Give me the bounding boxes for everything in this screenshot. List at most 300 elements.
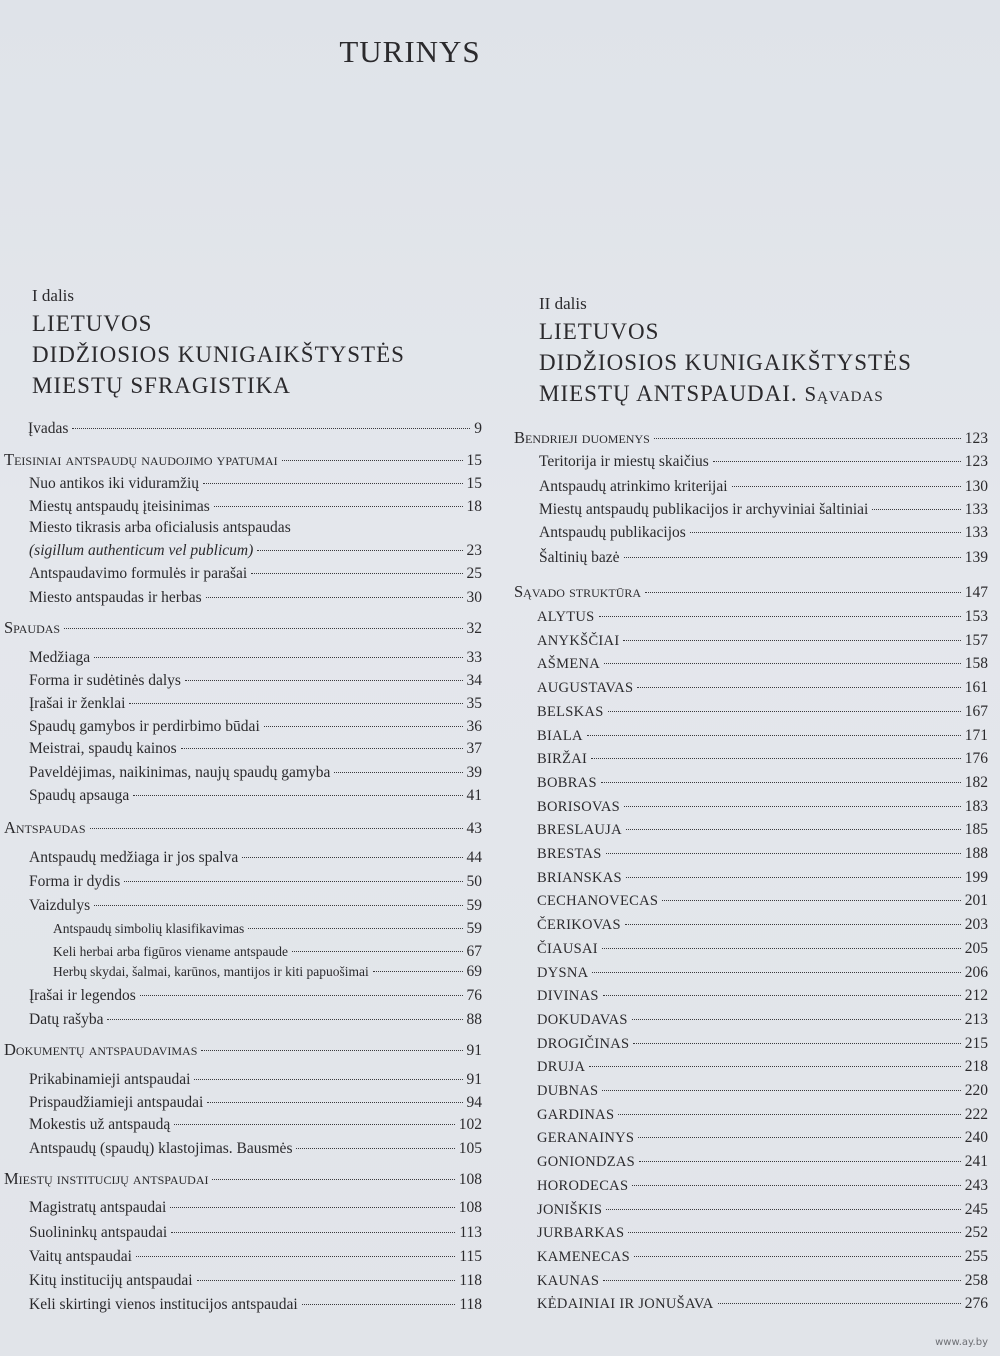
leader-dots bbox=[72, 428, 470, 429]
toc-entry-title: Keli skirtingi vienos institucijos antspaudai bbox=[29, 1296, 298, 1313]
part-two-toc-entry bbox=[537, 1011, 988, 1029]
page-number: 9 bbox=[474, 420, 482, 437]
leader-dots bbox=[64, 628, 462, 629]
toc-entry-title: BRIANSKAS bbox=[537, 869, 622, 886]
part-two-toc-entry bbox=[537, 1035, 988, 1053]
part-one-title-line: DIDŽIOSIOS KUNIGAIKŠTYSTĖS bbox=[32, 342, 405, 367]
part-one-toc-entry bbox=[28, 420, 482, 438]
part-one-toc-entry bbox=[29, 740, 482, 758]
leader-dots bbox=[628, 1232, 960, 1233]
leader-dots bbox=[591, 758, 961, 759]
leader-dots bbox=[174, 1124, 455, 1125]
part-one-toc-entry bbox=[29, 1199, 482, 1217]
toc-entry-title: DRUJA bbox=[537, 1059, 586, 1076]
page-number: 258 bbox=[964, 1271, 988, 1289]
part-two-toc-entry bbox=[537, 774, 988, 792]
part-two-toc-entry bbox=[537, 1295, 988, 1313]
page-number: 115 bbox=[459, 1248, 482, 1265]
part-two-toc-entry bbox=[537, 1106, 988, 1124]
part-two-toc-entry bbox=[537, 1153, 988, 1171]
part-two-toc-entry bbox=[537, 703, 988, 721]
part-one-toc-entry bbox=[29, 897, 482, 915]
part-one-toc-entry bbox=[29, 542, 482, 560]
leader-dots bbox=[129, 703, 462, 704]
toc-entry-title: DUBNAS bbox=[537, 1083, 599, 1099]
toc-entry-title: Įrašai ir ženklai bbox=[29, 695, 126, 712]
leader-dots bbox=[242, 857, 462, 858]
part-two-label: II dalis bbox=[539, 294, 587, 313]
part-one-toc-entry bbox=[29, 987, 482, 1005]
leader-dots bbox=[639, 1161, 961, 1162]
leader-dots bbox=[634, 1256, 961, 1257]
leader-dots bbox=[624, 557, 961, 558]
toc-entry-title: Nuo antikos iki viduramžių bbox=[29, 475, 200, 492]
page-number: 255 bbox=[964, 1247, 988, 1265]
page-number: 76 bbox=[466, 987, 482, 1004]
leader-dots bbox=[606, 1209, 961, 1210]
part-two-toc-entry bbox=[537, 1248, 988, 1266]
toc-entry-title: Medžiaga bbox=[29, 649, 91, 666]
leader-dots bbox=[623, 640, 960, 641]
leader-dots bbox=[626, 829, 961, 830]
toc-entry-title: BRESLAUJA bbox=[537, 822, 622, 839]
leader-dots bbox=[589, 1066, 961, 1067]
leader-dots bbox=[201, 1050, 462, 1051]
toc-entry-title: KAUNAS bbox=[537, 1272, 600, 1289]
page-number: 35 bbox=[466, 695, 482, 712]
page-number: 203 bbox=[964, 916, 988, 934]
part-two-toc-entry bbox=[539, 501, 988, 519]
part-two-toc-entry bbox=[537, 608, 988, 626]
leader-dots bbox=[713, 461, 961, 462]
part-two-title-line bbox=[539, 378, 912, 410]
part-one-toc-entry bbox=[29, 764, 482, 782]
leader-dots bbox=[587, 735, 961, 736]
toc-entry-title: JONIŠKIS bbox=[537, 1201, 603, 1218]
part-one-toc-entry bbox=[29, 1116, 482, 1134]
toc-entry-title: CECHANOVECAS bbox=[537, 893, 659, 910]
page-number: 94 bbox=[466, 1094, 482, 1111]
page-number: 167 bbox=[964, 702, 988, 720]
part-two-toc-entry bbox=[539, 478, 988, 496]
part-two-toc-entry bbox=[537, 892, 988, 910]
toc-entry-title: Spaudas bbox=[4, 618, 61, 637]
part-two-title-line: LIETUVOS bbox=[539, 319, 660, 344]
toc-entry-title: Miestų antspaudų publikacijos ir archyviniai šaltiniai bbox=[539, 501, 869, 518]
toc-entry-title: ČIAUSAI bbox=[537, 940, 598, 957]
leader-dots bbox=[632, 1019, 961, 1020]
part-one-toc-entry bbox=[29, 475, 482, 493]
toc-entry-title: Miestų antspaudų įteisinimas bbox=[29, 498, 210, 515]
toc-entry-title: AUGUSTAVAS bbox=[537, 680, 634, 697]
page-number: 133 bbox=[964, 501, 988, 518]
page-number: 201 bbox=[964, 892, 988, 910]
part-two-toc-entry bbox=[537, 845, 988, 863]
page-number: 276 bbox=[964, 1295, 988, 1313]
page-number: 88 bbox=[466, 1011, 482, 1028]
toc-entry-title: BORISOVAS bbox=[537, 798, 621, 815]
page-number: 213 bbox=[964, 1010, 988, 1028]
toc-entry-title: Spaudų apsauga bbox=[29, 787, 130, 804]
part-two-toc-entry bbox=[537, 1177, 988, 1195]
toc-entry-title: Mokestis už antspaudą bbox=[29, 1116, 171, 1133]
page-number: 118 bbox=[459, 1296, 482, 1313]
leader-dots bbox=[94, 905, 462, 906]
leader-dots bbox=[603, 995, 961, 996]
toc-entry-title: Šaltinių bazė bbox=[539, 549, 620, 566]
leader-dots bbox=[94, 657, 462, 658]
leader-dots bbox=[654, 438, 961, 439]
page-number: 108 bbox=[458, 1171, 482, 1188]
toc-entry-title: Herbų skydai, šalmai, karūnos, mantijos ir kiti papuošimai bbox=[53, 964, 369, 979]
toc-entry-title: Prispaudžiamieji antspaudai bbox=[29, 1094, 204, 1111]
part-two-toc-entry bbox=[539, 453, 988, 471]
toc-entry-title: BELSKAS bbox=[537, 703, 604, 720]
toc-entry-title: Teisiniai antspaudų naudojimo ypatumai bbox=[4, 450, 278, 469]
toc-entry-title: Miesto antspaudas ir herbas bbox=[29, 589, 202, 606]
leader-dots bbox=[124, 881, 462, 882]
page-number: 205 bbox=[964, 939, 988, 957]
part-one-toc-entry bbox=[4, 450, 482, 470]
part-two-header bbox=[539, 294, 912, 410]
part-two-title-subtitle: Sąvadas bbox=[804, 382, 884, 406]
page-number: 133 bbox=[964, 524, 988, 541]
page-number: 50 bbox=[466, 873, 482, 890]
page-number: 15 bbox=[466, 452, 482, 469]
toc-entry-title: Keli herbai arba figūros viename antspaude bbox=[53, 944, 289, 959]
page-number: 32 bbox=[466, 620, 482, 637]
part-one-toc-entry bbox=[29, 565, 482, 583]
page-number: 41 bbox=[466, 787, 482, 804]
page-number: 15 bbox=[466, 475, 482, 492]
part-one-toc-entry bbox=[29, 1272, 482, 1290]
toc-entry-title: AŠMENA bbox=[537, 656, 601, 673]
leader-dots bbox=[302, 1304, 456, 1305]
page-number: 185 bbox=[964, 821, 988, 839]
toc-entry-title: Antspaudavimo formulės ir parašai bbox=[29, 565, 248, 582]
page-title: TURINYS bbox=[339, 34, 481, 69]
leader-dots bbox=[170, 1207, 454, 1208]
leader-dots bbox=[662, 900, 961, 901]
part-one-title-line: MIESTŲ SFRAGISTIKA bbox=[32, 373, 291, 398]
part-two-toc-entry bbox=[537, 679, 988, 697]
part-one-toc-entry bbox=[53, 943, 482, 961]
part-one-toc-entry bbox=[29, 498, 482, 516]
toc-entry-title: Antspaudų atrinkimo kriterijai bbox=[539, 478, 728, 495]
leader-dots bbox=[625, 924, 961, 925]
toc-entry-title: BIALA bbox=[537, 727, 583, 744]
page-number: 245 bbox=[964, 1200, 988, 1218]
part-one-toc-entry bbox=[29, 1248, 482, 1266]
part-two-toc-entry bbox=[514, 582, 988, 602]
toc-entry-title: Antspaudų publikacijos bbox=[539, 524, 686, 541]
part-one-toc-entry bbox=[29, 1296, 482, 1314]
toc-entry-title: Antspaudų medžiaga ir jos spalva bbox=[29, 849, 239, 866]
part-two-toc-entry bbox=[537, 727, 988, 745]
part-two-toc-entry bbox=[539, 549, 988, 567]
page-number: 220 bbox=[964, 1082, 988, 1099]
page-number: 252 bbox=[964, 1224, 988, 1242]
page-number: 18 bbox=[466, 498, 482, 515]
part-one-toc-entry bbox=[53, 920, 482, 938]
part-one-toc-entry bbox=[29, 1094, 482, 1112]
leader-dots bbox=[296, 1148, 454, 1149]
part-one-title-line: LIETUVOS bbox=[32, 311, 153, 336]
leader-dots bbox=[604, 663, 961, 664]
page-number: 218 bbox=[964, 1058, 988, 1076]
leader-dots bbox=[257, 550, 462, 551]
page-number: 161 bbox=[964, 679, 988, 697]
leader-dots bbox=[606, 853, 961, 854]
part-two-toc-entry bbox=[537, 964, 988, 982]
leader-dots bbox=[618, 1114, 960, 1115]
toc-entry-title: Spaudų gamybos ir perdirbimo būdai bbox=[29, 718, 260, 735]
toc-entry-title: DROGIČINAS bbox=[537, 1035, 630, 1052]
watermark: www.ay.by bbox=[935, 1337, 988, 1348]
toc-entry-title: BIRŽAI bbox=[537, 751, 588, 768]
part-two-toc-entry bbox=[537, 798, 988, 816]
toc-entry-title: KĖDAINIAI IR JONUŠAVA bbox=[537, 1296, 714, 1313]
part-one-toc-entry bbox=[29, 695, 482, 713]
part-one-toc-entry bbox=[29, 718, 482, 736]
page-number: 222 bbox=[964, 1105, 988, 1123]
part-one-toc-entry bbox=[29, 1011, 482, 1029]
toc-entry-title: ANYKŠČIAI bbox=[537, 632, 620, 649]
leader-dots bbox=[214, 506, 463, 507]
part-one-header bbox=[32, 286, 405, 401]
toc-entry-title: GARDINAS bbox=[537, 1106, 615, 1123]
leader-dots bbox=[626, 877, 961, 878]
part-two-toc-entry bbox=[514, 428, 988, 448]
leader-dots bbox=[248, 928, 462, 929]
page-number: 243 bbox=[964, 1176, 988, 1194]
part-two-toc-entry bbox=[537, 1058, 988, 1076]
leader-dots bbox=[251, 573, 462, 574]
page-number: 91 bbox=[466, 1071, 482, 1088]
toc-entry-title: Kitų institucijų antspaudai bbox=[29, 1272, 193, 1289]
toc-entry-title: ČERIKOVAS bbox=[537, 917, 621, 934]
toc-entry-title: HORODECAS bbox=[537, 1177, 629, 1194]
toc-entry-title: BRESTAS bbox=[537, 846, 602, 862]
page-number: 23 bbox=[466, 542, 482, 559]
toc-entry-title: Antspaudų (spaudų) klastojimas. Bausmės bbox=[29, 1140, 293, 1157]
toc-entry-title: Forma ir sudėtinės dalys bbox=[29, 672, 181, 689]
leader-dots bbox=[718, 1303, 961, 1304]
leader-dots bbox=[603, 1280, 961, 1281]
leader-dots bbox=[90, 828, 463, 829]
toc-entry-title: Forma ir dydis bbox=[29, 873, 121, 890]
part-two-toc-entry bbox=[537, 1129, 988, 1147]
page-number: 34 bbox=[466, 672, 482, 689]
page-number: 25 bbox=[466, 565, 482, 582]
leader-dots bbox=[206, 597, 463, 598]
toc-entry-title: ALYTUS bbox=[537, 609, 595, 625]
part-two-toc-entry bbox=[537, 821, 988, 839]
leader-dots bbox=[599, 616, 961, 617]
leader-dots bbox=[608, 711, 961, 712]
page-number: 36 bbox=[466, 718, 482, 735]
part-two-toc-entry bbox=[537, 1224, 988, 1242]
toc-entry-title: Meistrai, spaudų kainos bbox=[29, 740, 177, 757]
leader-dots bbox=[690, 532, 961, 533]
part-two-toc-entry bbox=[539, 524, 988, 542]
page-number: 158 bbox=[964, 655, 988, 673]
part-one-toc-entry bbox=[29, 519, 482, 537]
toc-entry-title: DOKUDAVAS bbox=[537, 1011, 628, 1028]
toc-entry-title: Suolininkų antspaudai bbox=[29, 1224, 168, 1241]
page-number: 91 bbox=[466, 1042, 482, 1059]
leader-dots bbox=[645, 592, 961, 593]
part-one-toc-entry bbox=[29, 1071, 482, 1089]
part-two-toc-entry bbox=[537, 1272, 988, 1290]
toc-entry-title: DIVINAS bbox=[537, 988, 599, 1005]
toc-entry-title: Prikabinamieji antspaudai bbox=[29, 1071, 191, 1088]
toc-entry-title: KAMENECAS bbox=[537, 1248, 630, 1265]
part-two-toc-entry bbox=[537, 1201, 988, 1219]
page-number: 199 bbox=[964, 868, 988, 886]
page-number: 33 bbox=[466, 649, 482, 666]
page-number: 123 bbox=[964, 430, 988, 447]
part-two-toc-entry bbox=[537, 940, 988, 958]
page-number: 43 bbox=[466, 820, 482, 837]
page-number: 102 bbox=[458, 1116, 482, 1133]
toc-entry-title: Įrašai ir legendos bbox=[29, 987, 136, 1004]
toc-entry-title: GONIONDZAS bbox=[537, 1154, 636, 1171]
leader-dots bbox=[282, 460, 463, 461]
toc-entry-title: Magistratų antspaudai bbox=[29, 1199, 167, 1216]
leader-dots bbox=[107, 1019, 462, 1020]
toc-entry-title: Bendrieji duomenys bbox=[514, 428, 650, 447]
page-number: 206 bbox=[964, 963, 988, 981]
part-one-toc-entry bbox=[29, 1140, 482, 1158]
page-number: 147 bbox=[964, 584, 988, 601]
part-two-title-text: MIESTŲ ANTSPAUDAI. bbox=[539, 381, 798, 406]
toc-entry-title: Paveldėjimas, naikinimas, naujų spaudų gamyba bbox=[29, 764, 331, 781]
leader-dots bbox=[194, 1079, 462, 1080]
page-number: 69 bbox=[466, 963, 482, 980]
page-number: 59 bbox=[466, 920, 482, 937]
leader-dots bbox=[632, 1185, 960, 1186]
page-number: 183 bbox=[964, 797, 988, 815]
leader-dots bbox=[638, 1137, 961, 1138]
page-number: 176 bbox=[964, 750, 988, 768]
page-number: 153 bbox=[964, 608, 988, 625]
toc-entry-title: JURBARKAS bbox=[537, 1225, 625, 1242]
leader-dots bbox=[133, 795, 462, 796]
part-one-toc-entry bbox=[29, 589, 482, 607]
leader-dots bbox=[637, 687, 960, 688]
page-number: 105 bbox=[458, 1140, 482, 1157]
leader-dots bbox=[373, 971, 463, 972]
part-one-label: I dalis bbox=[32, 286, 75, 305]
leader-dots bbox=[197, 1280, 456, 1281]
part-two-toc-entry bbox=[537, 916, 988, 934]
page-number: 157 bbox=[964, 631, 988, 649]
toc-entry-title: GERANAINYS bbox=[537, 1130, 635, 1147]
leader-dots bbox=[292, 951, 462, 952]
toc-entry-title: Miesto tikrasis arba oficialusis antspaudas bbox=[29, 519, 291, 536]
part-two-toc-entry bbox=[537, 987, 988, 1005]
page-number: 139 bbox=[964, 549, 988, 566]
part-two-title-line: DIDŽIOSIOS KUNIGAIKŠTYSTĖS bbox=[539, 350, 912, 375]
page-number: 37 bbox=[466, 740, 482, 757]
part-one-toc-entry bbox=[29, 787, 482, 805]
page-number: 123 bbox=[964, 453, 988, 470]
toc-entry-title: Antspaudas bbox=[4, 818, 86, 837]
page-number: 108 bbox=[458, 1199, 482, 1216]
page-number: 39 bbox=[466, 764, 482, 781]
part-one-toc-entry bbox=[29, 873, 482, 891]
leader-dots bbox=[264, 726, 463, 727]
leader-dots bbox=[334, 772, 462, 773]
part-one-toc-entry bbox=[4, 818, 482, 838]
toc-entry-title: Teritorija ir miestų skaičius bbox=[539, 453, 709, 470]
part-two-toc-entry bbox=[537, 655, 988, 673]
page-number: 212 bbox=[964, 987, 988, 1005]
part-one-toc-entry bbox=[4, 1169, 482, 1189]
toc-entry-title: Sąvado struktūra bbox=[514, 582, 642, 601]
part-one-toc-entry bbox=[29, 849, 482, 867]
part-two-toc-entry bbox=[537, 632, 988, 650]
page-number: 188 bbox=[964, 845, 988, 862]
leader-dots bbox=[872, 509, 960, 510]
page-number: 67 bbox=[466, 943, 482, 960]
part-one-toc-entry bbox=[29, 1224, 482, 1242]
page-number: 182 bbox=[964, 773, 988, 791]
page-number: 240 bbox=[964, 1129, 988, 1147]
leader-dots bbox=[624, 806, 961, 807]
toc-entry-title: Dokumentų antspaudavimas bbox=[4, 1040, 198, 1059]
leader-dots bbox=[140, 995, 463, 996]
part-two-toc-entry bbox=[537, 1082, 988, 1100]
leader-dots bbox=[732, 486, 961, 487]
toc-entry-title: Antspaudų simbolių klasifikavimas bbox=[53, 921, 245, 936]
leader-dots bbox=[633, 1043, 960, 1044]
leader-dots bbox=[185, 680, 463, 681]
part-one-toc-entry bbox=[53, 963, 482, 981]
toc-entry-title: Miestų institucijų antspaudai bbox=[4, 1169, 209, 1188]
leader-dots bbox=[181, 748, 463, 749]
page-number: 113 bbox=[459, 1224, 482, 1241]
leader-dots bbox=[592, 972, 960, 973]
toc-entry-title: DYSNA bbox=[537, 964, 589, 981]
toc-entry-title: Vaizdulys bbox=[29, 897, 91, 914]
page-number: 130 bbox=[964, 478, 988, 495]
leader-dots bbox=[602, 948, 961, 949]
part-two-toc-entry bbox=[537, 750, 988, 768]
page-number: 241 bbox=[964, 1153, 988, 1171]
toc-entry-title: Datų rašyba bbox=[29, 1011, 104, 1028]
leader-dots bbox=[203, 483, 462, 484]
leader-dots bbox=[601, 782, 961, 783]
toc-entry-title: Vaitų antspaudai bbox=[29, 1248, 132, 1265]
part-two-toc-entry bbox=[537, 869, 988, 887]
toc-entry-title: (sigillum authenticum vel publicum) bbox=[29, 542, 254, 559]
page-number: 118 bbox=[459, 1272, 482, 1289]
part-one-toc-entry bbox=[4, 618, 482, 638]
leader-dots bbox=[602, 1090, 960, 1091]
leader-dots bbox=[136, 1256, 455, 1257]
page-number: 171 bbox=[964, 726, 988, 744]
part-one-toc-entry bbox=[4, 1040, 482, 1060]
page-number: 215 bbox=[964, 1034, 988, 1052]
leader-dots bbox=[171, 1232, 455, 1233]
page-number: 59 bbox=[466, 897, 482, 914]
toc-entry-title: Įvadas bbox=[28, 420, 69, 437]
toc-entry-title: BOBRAS bbox=[537, 774, 597, 791]
page-number: 30 bbox=[466, 589, 482, 606]
part-one-toc-entry bbox=[29, 672, 482, 690]
